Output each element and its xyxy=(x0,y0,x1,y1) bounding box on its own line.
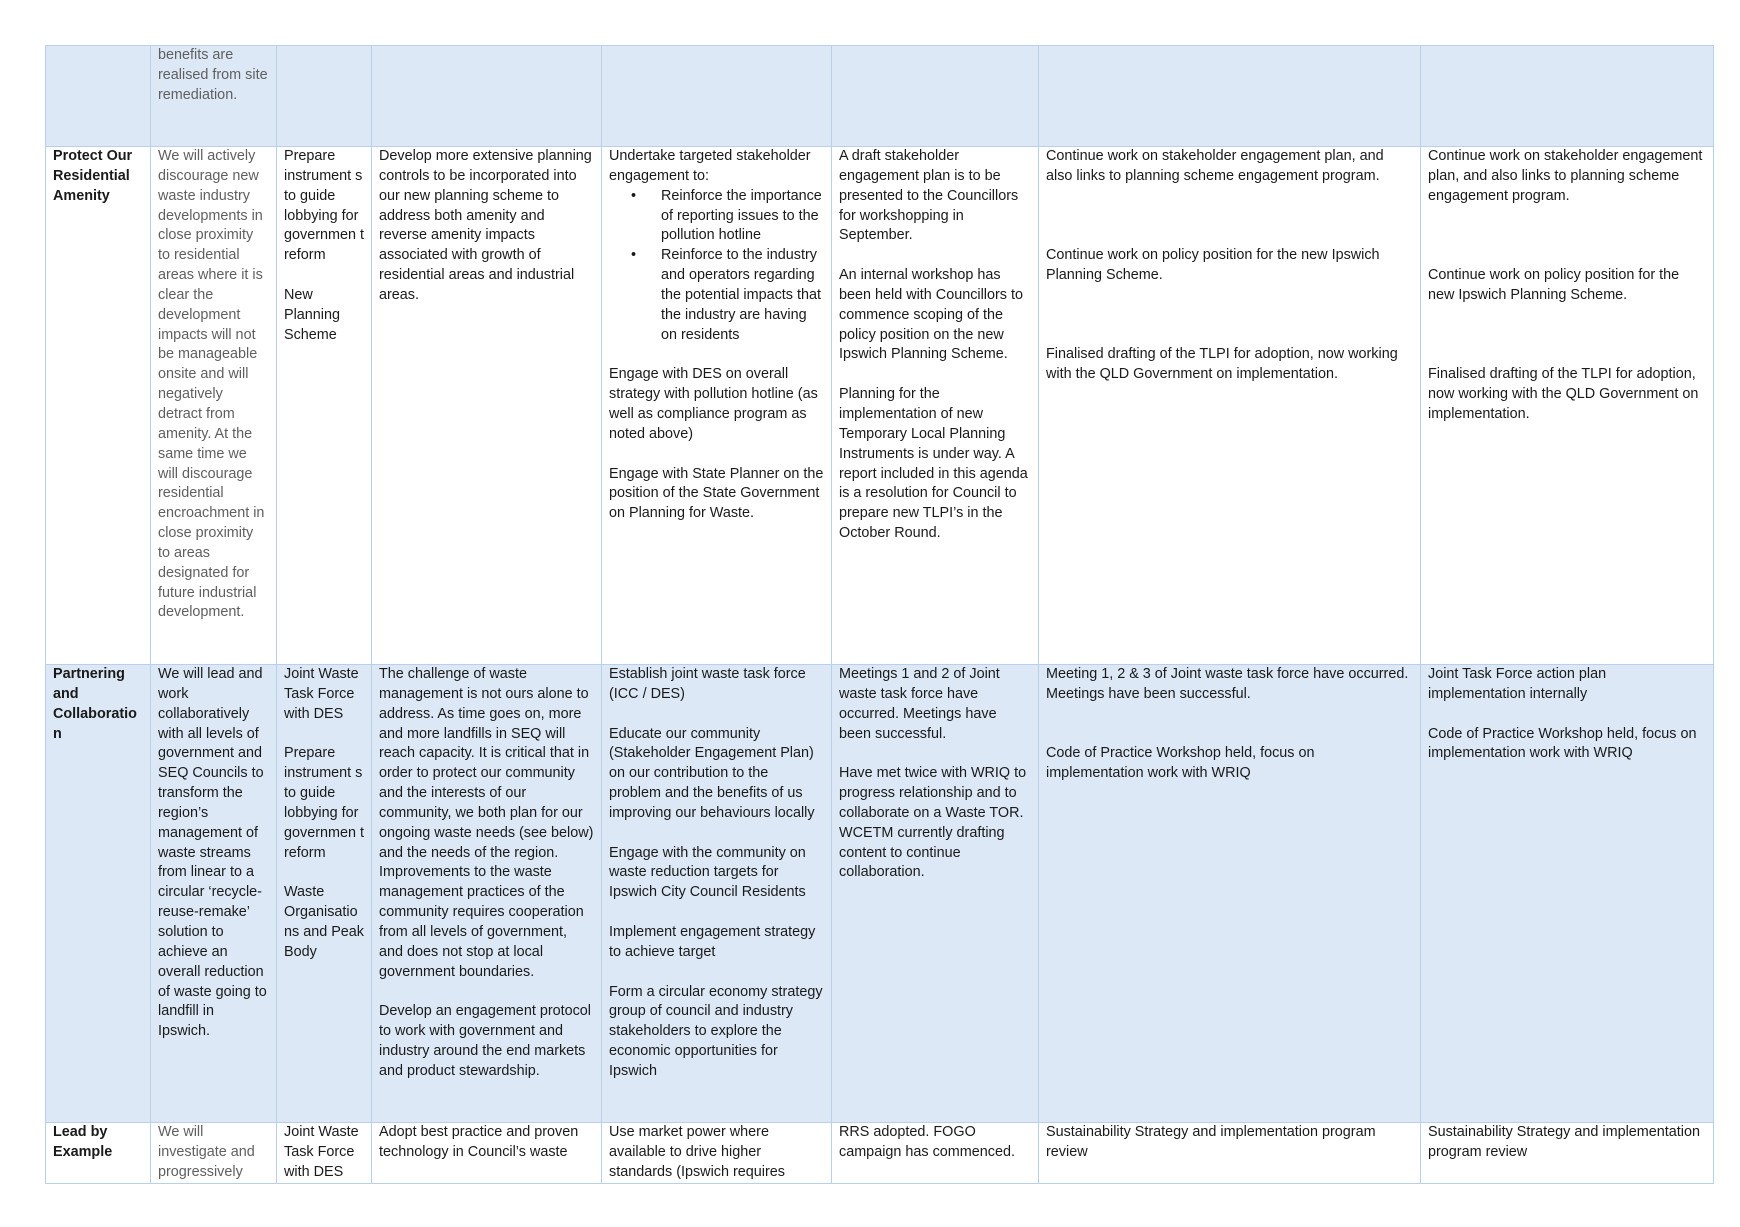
activities-cell xyxy=(602,46,832,147)
status-cell: A draft stakeholder engagement plan is to be presented to the Councillors for workshopping in September. An internal workshop has been held with Councillors to commence scoping of the policy position on the new Ipswich Planning Scheme. Planning for the implementation of new Temporary Local Planning Instruments is under way. A report included in this agenda is a resolution for Council to prepare new TLPI’s in the October Round. xyxy=(832,147,1039,665)
update-cell: Continue work on stakeholder engagement plan, and also links to planning scheme engagement program. Continue work on policy position for the new Ipswich Planning Scheme. Finalised drafting of the TLPI for adoption, now working with the QLD Government on implementation. xyxy=(1039,147,1421,665)
update-cell xyxy=(1421,46,1714,147)
activities-cell: Use market power where available to drive higher standards (Ipswich requires xyxy=(602,1123,832,1184)
policy-cell: We will investigate and progressively xyxy=(151,1123,277,1184)
action-cell: Develop more extensive planning controls to be incorporated into our new planning scheme to address both amenity and reverse amenity impacts associated with growth of residential areas and industrial areas. xyxy=(372,147,602,665)
status-cell: RRS adopted. FOGO campaign has commenced. xyxy=(832,1123,1039,1184)
activities-intro: Undertake targeted stakeholder engagement to: xyxy=(609,148,811,184)
instrument-cell: Joint Waste Task Force with DES xyxy=(277,1123,372,1184)
update-cell: Joint Task Force action plan implementation internally Code of Practice Workshop held, focus on implementation work with WRIQ xyxy=(1421,665,1714,1123)
theme-cell: Partnering and Collaboratio n xyxy=(46,665,151,1123)
update-cell xyxy=(1039,46,1421,147)
action-cell: Adopt best practice and proven technology in Council’s waste xyxy=(372,1123,602,1184)
activities-bullet: • Reinforce to the industry and operators regarding the potential impacts that the industry are having on residents xyxy=(661,246,824,345)
activities-bullet-list xyxy=(609,187,824,346)
update-cell: Meeting 1, 2 & 3 of Joint waste task force have occurred. Meetings have been successful. Code of Practice Workshop held, focus on implementation work with WRIQ xyxy=(1039,665,1421,1123)
status-cell xyxy=(832,46,1039,147)
table-row xyxy=(46,665,1714,1123)
activities-cell xyxy=(602,147,832,665)
theme-cell: Protect Our Residential Amenity xyxy=(46,147,151,665)
policy-cell: We will actively discourage new waste industry developments in close proximity to residential areas where it is clear the development impacts will not be manageable onsite and will negatively detract from amenity. At the same time we will discourage residential encroachment in close proximity to areas designated for future industrial development. xyxy=(151,147,277,665)
table-row xyxy=(46,46,1714,147)
policy-cell: We will lead and work collaboratively with all levels of government and SEQ Councils to transform the region’s management of waste streams from linear to a circular ‘recycle-reuse-remake’ solution to achieve an overall reduction of waste going to landfill in Ipswich. xyxy=(151,665,277,1123)
activities-more: Engage with DES on overall strategy with pollution hotline (as well as compliance program as noted above) Engage with State Planner on the position of the State Government on Planning for Waste. xyxy=(609,366,824,522)
action-cell xyxy=(372,46,602,147)
activities-bullet: • Reinforce the importance of reporting issues to the pollution hotline xyxy=(661,187,824,247)
instrument-cell xyxy=(277,46,372,147)
action-cell: The challenge of waste management is not ours alone to address. As time goes on, more and more landfills in SEQ will reach capacity. It is critical that in order to protect our community and the interests of our community, we both plan for our ongoing waste needs (see below) and the needs of the region. Improvements to the waste management practices of the community requires cooperation from all levels of government, and does not stop at local government boundaries. Develop an engagement protocol to work with government and industry around the end markets and product stewardship. xyxy=(372,665,602,1123)
update-cell: Sustainability Strategy and implementation program review xyxy=(1421,1123,1714,1184)
activities-cell: Establish joint waste task force (ICC / DES) Educate our community (Stakeholder Engagement Plan) on our contribution to the problem and the benefits of us improving our behaviours locally Engage with the community on waste reduction targets for Ipswich City Council Residents Implement engagement strategy to achieve target Form a circular economy strategy group of council and industry stakeholders to explore the economic opportunities for Ipswich xyxy=(602,665,832,1123)
waste-strategy-table xyxy=(45,45,1714,1184)
table-row xyxy=(46,147,1714,665)
update-cell: Sustainability Strategy and implementation program review xyxy=(1039,1123,1421,1184)
instrument-cell: Prepare instrument s to guide lobbying for governmen t reform New Planning Scheme xyxy=(277,147,372,665)
update-cell: Continue work on stakeholder engagement plan, and also links to planning scheme engagement program. Continue work on policy position for the new Ipswich Planning Scheme. Finalised drafting of the TLPI for adoption, now working with the QLD Government on implementation. xyxy=(1421,147,1714,665)
table-row xyxy=(46,1123,1714,1184)
policy-cell: benefits are realised from site remediation. xyxy=(151,46,277,147)
status-cell: Meetings 1 and 2 of Joint waste task force have occurred. Meetings have been successful. Have met twice with WRIQ to progress relationship and to collaborate on a Waste TOR. WCETM currently drafting content to continue collaboration. xyxy=(832,665,1039,1123)
instrument-cell: Joint Waste Task Force with DES Prepare instrument s to guide lobbying for governmen t reform Waste Organisatio ns and Peak Body xyxy=(277,665,372,1123)
theme-cell: Lead by Example xyxy=(46,1123,151,1184)
theme-cell xyxy=(46,46,151,147)
